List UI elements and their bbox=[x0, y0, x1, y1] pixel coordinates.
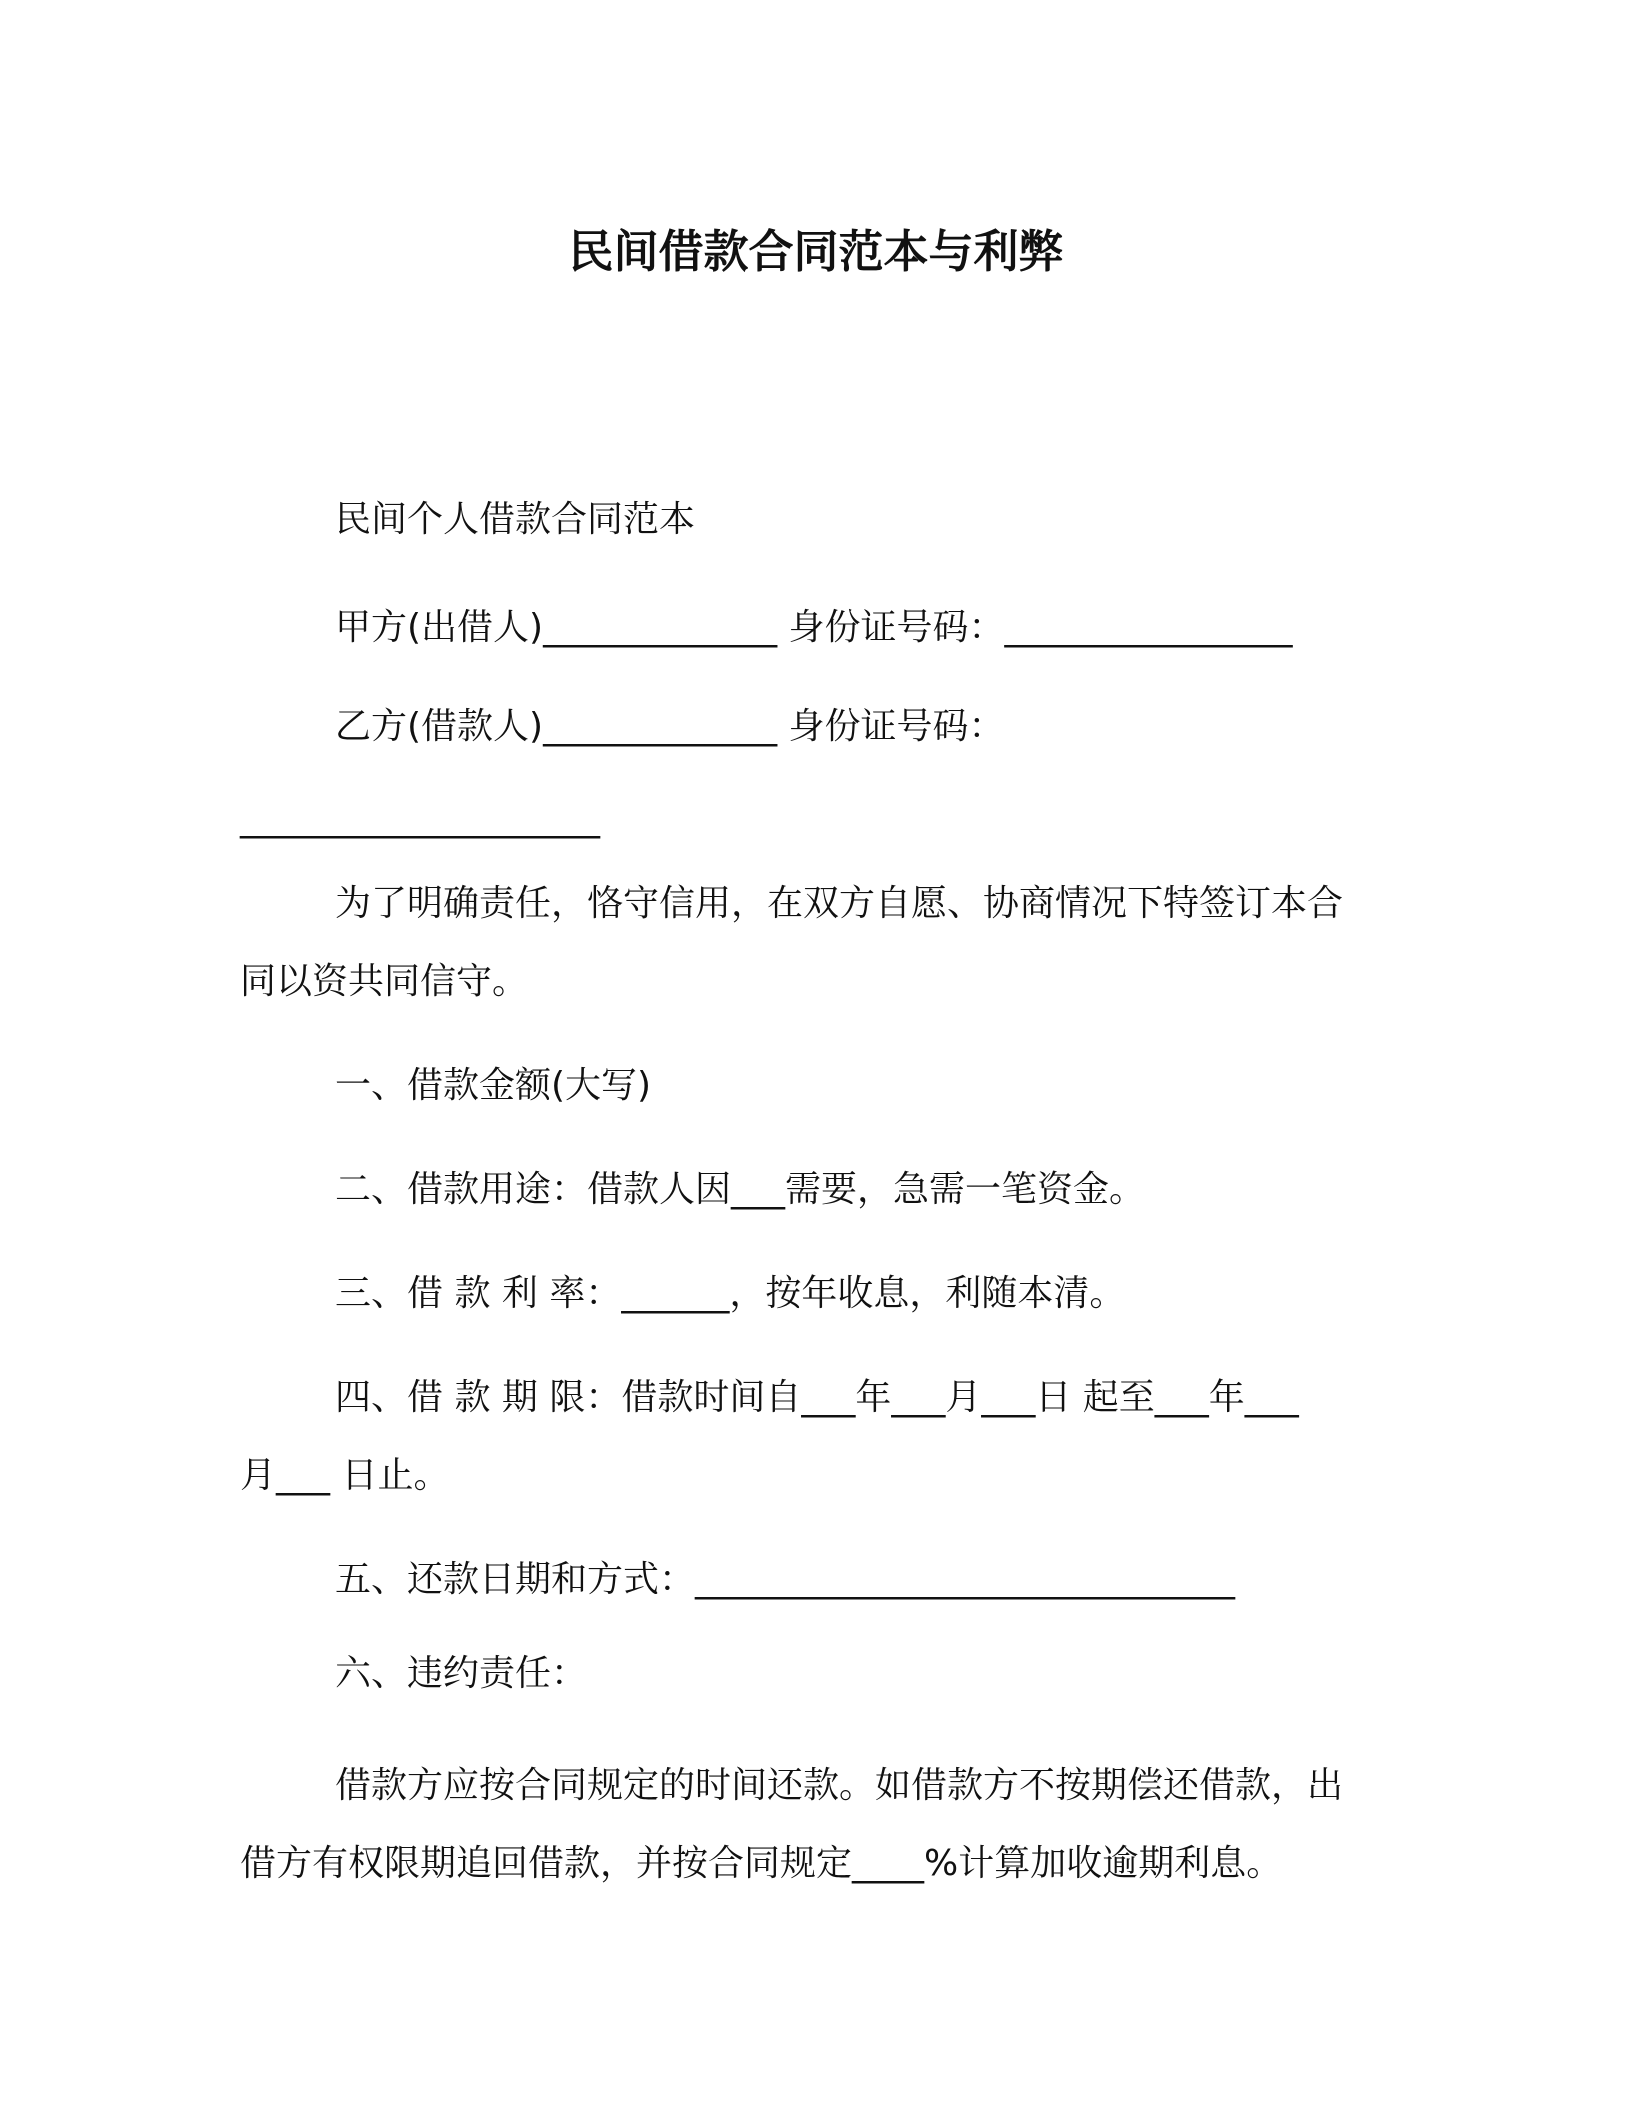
clause-breach-heading: 六、违约责任： bbox=[335, 1653, 588, 1694]
clause-loan-purpose: 二、借款用途：借款人因___需要，急需一笔资金。 bbox=[335, 1169, 1146, 1210]
breach-paragraph-line-1: 借款方应按合同规定的时间还款。如借款方不按期偿还借款，出 bbox=[335, 1765, 1344, 1806]
clause-loan-term-line-1: 四、借 款 期 限：借款时间自___年___月___日 起至___年___ bbox=[335, 1377, 1299, 1418]
intro-paragraph-line-1: 为了明确责任，恪守信用，在双方自愿、协商情况下特签订本合 bbox=[335, 883, 1344, 924]
breach-paragraph-line-2: 借方有权限期追回借款，并按合同规定____%计算加收逾期利息。 bbox=[240, 1843, 1283, 1884]
clause-interest-rate: 三、借 款 利 率：______，按年收息，利随本清。 bbox=[335, 1273, 1126, 1314]
party-b-id-blank: ____________________ bbox=[240, 798, 600, 839]
party-b-line: 乙方(借款人)_____________ 身份证号码： bbox=[335, 706, 1005, 747]
clause-loan-amount: 一、借款金额(大写) bbox=[335, 1065, 652, 1106]
contract-subtitle: 民间个人借款合同范本 bbox=[335, 499, 696, 540]
party-a-line: 甲方(出借人)_____________ 身份证号码：________________ bbox=[335, 607, 1293, 648]
intro-paragraph-line-2: 同以资共同信守。 bbox=[240, 961, 529, 1002]
clause-repayment: 五、还款日期和方式：______________________________ bbox=[335, 1559, 1236, 1600]
document-title: 民间借款合同范本与利弊 bbox=[568, 225, 1064, 278]
clause-loan-term-line-2: 月___ 日止。 bbox=[240, 1455, 450, 1496]
